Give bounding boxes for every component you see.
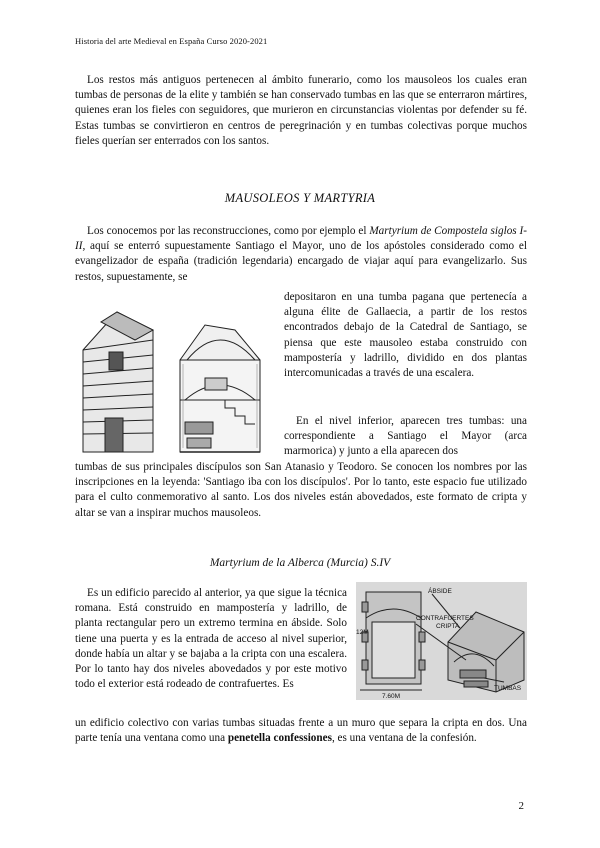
lower-level-paragraph-full: tumbas de sus principales discípulos son San Atanasio y Teodoro. Se conocen los nombres por las inscripciones en la leyenda: 'Santiago iba con los discípulos'. Por lo tanto, este espacio fue utilizado para el culto conmemorativo al santo. Los dos niveles están abovedados, este formato de cripta y altar se van a inspirar muchos mausoleos. [75, 461, 527, 519]
label-buttresses: CONTRAFUERTES [416, 615, 474, 622]
page-number: 2 [518, 800, 524, 812]
intro-paragraph: Los restos más antiguos pertenecen al ámbito funerario, como los mausoleos los cuales eran tumbas de personas de la elite y también se han conservado tumbas en las que se enterraron mártires, quienes eran los fieles con seguidores, que murieron en circunstancias violentas por defender su fé. Estas tumbas se convirtieron en centros de peregrinación y en tumbas colectivas porque muchos fieles querían ser enterrados con los santos. [75, 74, 527, 147]
label-apse: ÁBSIDE [428, 588, 452, 595]
lower-level-paragraph-side: En el nivel inferior, aparecen tres tumbas: una correspondiente a Santiago el Mayor (arca marmorica) y junto a ella aparecen dos [284, 415, 527, 458]
alberca-paragraph-side: Es un edificio parecido al anterior, ya que sigue la técnica romana. Está construido en mampostería y ladrillo, de planta rectangular pero un extremo termina en ábside. Solo tiene una puerta y es la entrada de acceso al nivel superior, donde había un altar y se bajaba a la cripta con una escalera. Por lo tanto hay dos niveles abovedados y por este motivo todo el exterior está rodeado de contrafuertes. Es [75, 587, 347, 691]
section-title-mausoleos: MAUSOLEOS Y MARTYRIA [224, 191, 376, 205]
alberca-paragraph-full: un edificio colectivo con varias tumbas situadas frente a un muro que separa la cripta en dos. Una parte tenía una ventana como una penetella confessiones, es una ventana de la confesión. [75, 717, 527, 745]
martyrium-compostela-paragraph-cont: depositaron en una tumba pagana que pertenecía a alguna élite de Gallaecia, a partir de los restos encontrados debajo de la Catedral de Santiago, se piensa que este mausoleo estaba construido con mampostería y ladrillo, dividido en dos plantas intercomunicadas a través de una escalera. [284, 291, 527, 380]
martyrium-compostela-drawing [75, 300, 268, 460]
alberca-diagram [356, 582, 527, 700]
section-title-alberca: Martyrium de la Alberca (Murcia) S.IV [209, 557, 391, 569]
label-tombs: TUMBAS [494, 685, 522, 692]
label-height: 12M [356, 629, 369, 636]
label-crypt: CRIPTA [436, 623, 460, 630]
label-width: 7.60M [382, 693, 401, 700]
martyrium-compostela-paragraph: Los conocemos por las reconstrucciones, como por ejemplo el Martyrium de Compostela siglos I-II, aquí se enterró supuestamente Santiago el Mayor, uno de los apóstoles considerado como el evangelizador de españa (tradición legendaria) encargado de viajar aquí para evangelizarlo. Sus restos, supuestamente, se [75, 225, 527, 283]
page-header: Historia del arte Medieval en España Curso 2020-2021 [75, 36, 268, 46]
